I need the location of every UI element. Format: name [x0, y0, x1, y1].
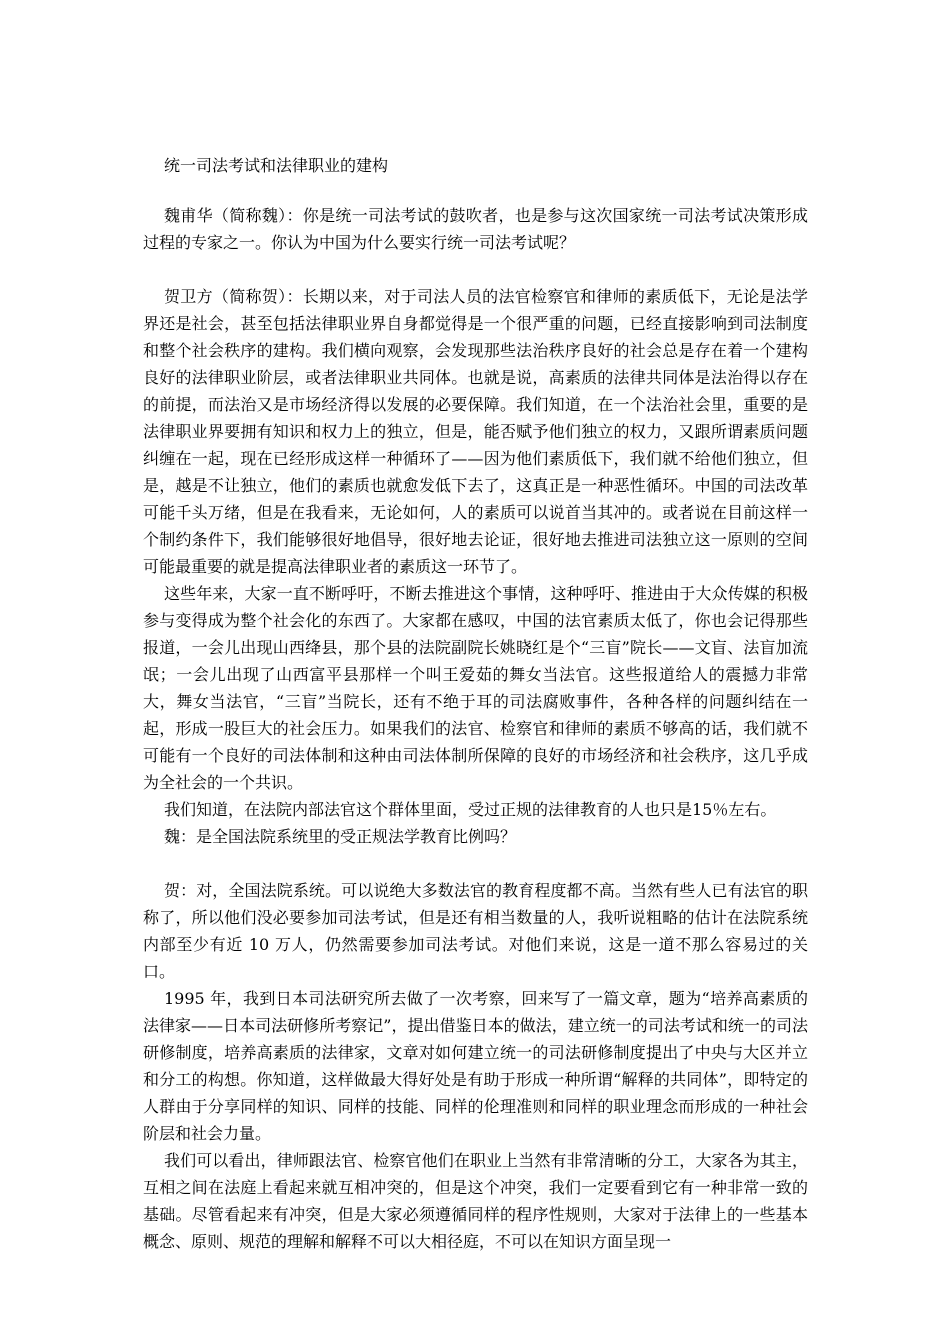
answer-1-paragraph-1: 贺卫方（简称贺）：长期以来，对于司法人员的法官检察官和律师的素质低下，无论是法学界还是社会，甚至包括法律职业界自身都觉得是一个很严重的问题，已经直接影响到司法制度和整个社会秩序的建构。我们横向观察，会发现那些法治秩序良好的社会总是存在着一个建构良好的法律职业阶层，或者法律职业共同体。也就是说，高素质的法律共同体是法治得以存在的前提，而法治又是市场经济得以发展的必要保障。我们知道，在一个法治社会里，重要的是法律职业界要拥有知识和权力上的独立，但是，能否赋予他们独立的权力，又跟所谓素质问题纠缠在一起，现在已经形成这样一种循环了——因为他们素质低下，我们就不给他们独立，但是，越是不让独立，他们的素质也就愈发低下去了，这真正是一种恶性循环。中国的司法改革可能千头万绪，但是在我看来，无论如何，人的素质可以说首当其冲的。或者说在目前这样一个制约条件下，我们能够很好地倡导，很好地去论证，很好地去推进司法独立这一原则的空间可能最重要的就是提高法律职业者的素质这一环节了。 [143, 287, 808, 576]
document-title: 统一司法考试和法律职业的建构 [164, 156, 389, 175]
answer-2-paragraph-2: 1995 年，我到日本司法研究所去做了一次考察，回来写了一篇文章，题为“培养高素质的法律家——日本司法研修所考察记”，提出借鉴日本的做法，建立统一的司法考试和统一的司法研修制度，培养高素质的法律家，文章对如何建立统一的司法研修制度提出了中央与大区并立和分工的构想。你知道，这样做最大得好处是有助于形成一种所谓“解释的共同体”，即特定的人群由于分享同样的知识、同样的技能、同样的伦理准则和同样的职业理念而形成的一种社会阶层和社会力量。 [143, 989, 808, 1143]
answer-2 [143, 877, 808, 1255]
question-1-text: 魏甫华（简称魏）：你是统一司法考试的鼓吹者，也是参与这次国家统一司法考试决策形成过程的专家之一。你认为中国为什么要实行统一司法考试呢？ [143, 206, 808, 252]
answer-2-paragraph-3: 我们可以看出，律师跟法官、检察官他们在职业上当然有非常清晰的分工，大家各为其主，互相之间在法庭上看起来就互相冲突的，但是这个冲突，我们一定要看到它有一种非常一致的基础。尽管看起来有冲突，但是大家必须遵循同样的程序性规则，大家对于法律上的一些基本概念、原则、规范的理解和解释不可以大相径庭，不可以在知识方面呈现一 [143, 1151, 808, 1251]
answer-2-paragraph-1: 贺：对，全国法院系统。可以说绝大多数法官的教育程度都不高。当然有些人已有法官的职称了，所以他们没必要参加司法考试，但是还有相当数量的人，我听说粗略的估计在法院系统内部至少有近 10 万人，仍然需要参加司法考试。对他们来说，这是一道不那么容易过的关口。 [143, 881, 808, 981]
question-2-text: 魏：是全国法院系统里的受正规法学教育比例吗？ [164, 827, 517, 846]
answer-1-paragraph-2: 这些年来，大家一直不断呼吁，不断去推进这个事情，这种呼吁、推进由于大众传媒的积极参与变得成为整个社会化的东西了。大家都在感叹，中国的法官素质太低了，你也会记得那些报道，一会儿出现山西绛县，那个县的法院副院长姚晓红是个“三盲”院长——文盲、法盲加流氓；一会儿出现了山西富平县那样一个叫王爱茹的舞女当法官。这些报道给人的震撼力非常大，舞女当法官，“三盲”当院长，还有不绝于耳的司法腐败事件，各种各样的问题纠结在一起，形成一股巨大的社会压力。如果我们的法官、检察官和律师的素质不够高的话，我们就不可能有一个良好的司法体制和这种由司法体制所保障的良好的市场经济和社会秩序，这几乎成为全社会的一个共识。 [143, 584, 808, 792]
answer-1 [143, 283, 808, 823]
question-1 [143, 202, 808, 256]
answer-1-paragraph-3: 我们知道，在法院内部法官这个群体里面，受过正规的法律教育的人也只是15％左右。 [164, 800, 777, 819]
question-2 [143, 823, 808, 850]
